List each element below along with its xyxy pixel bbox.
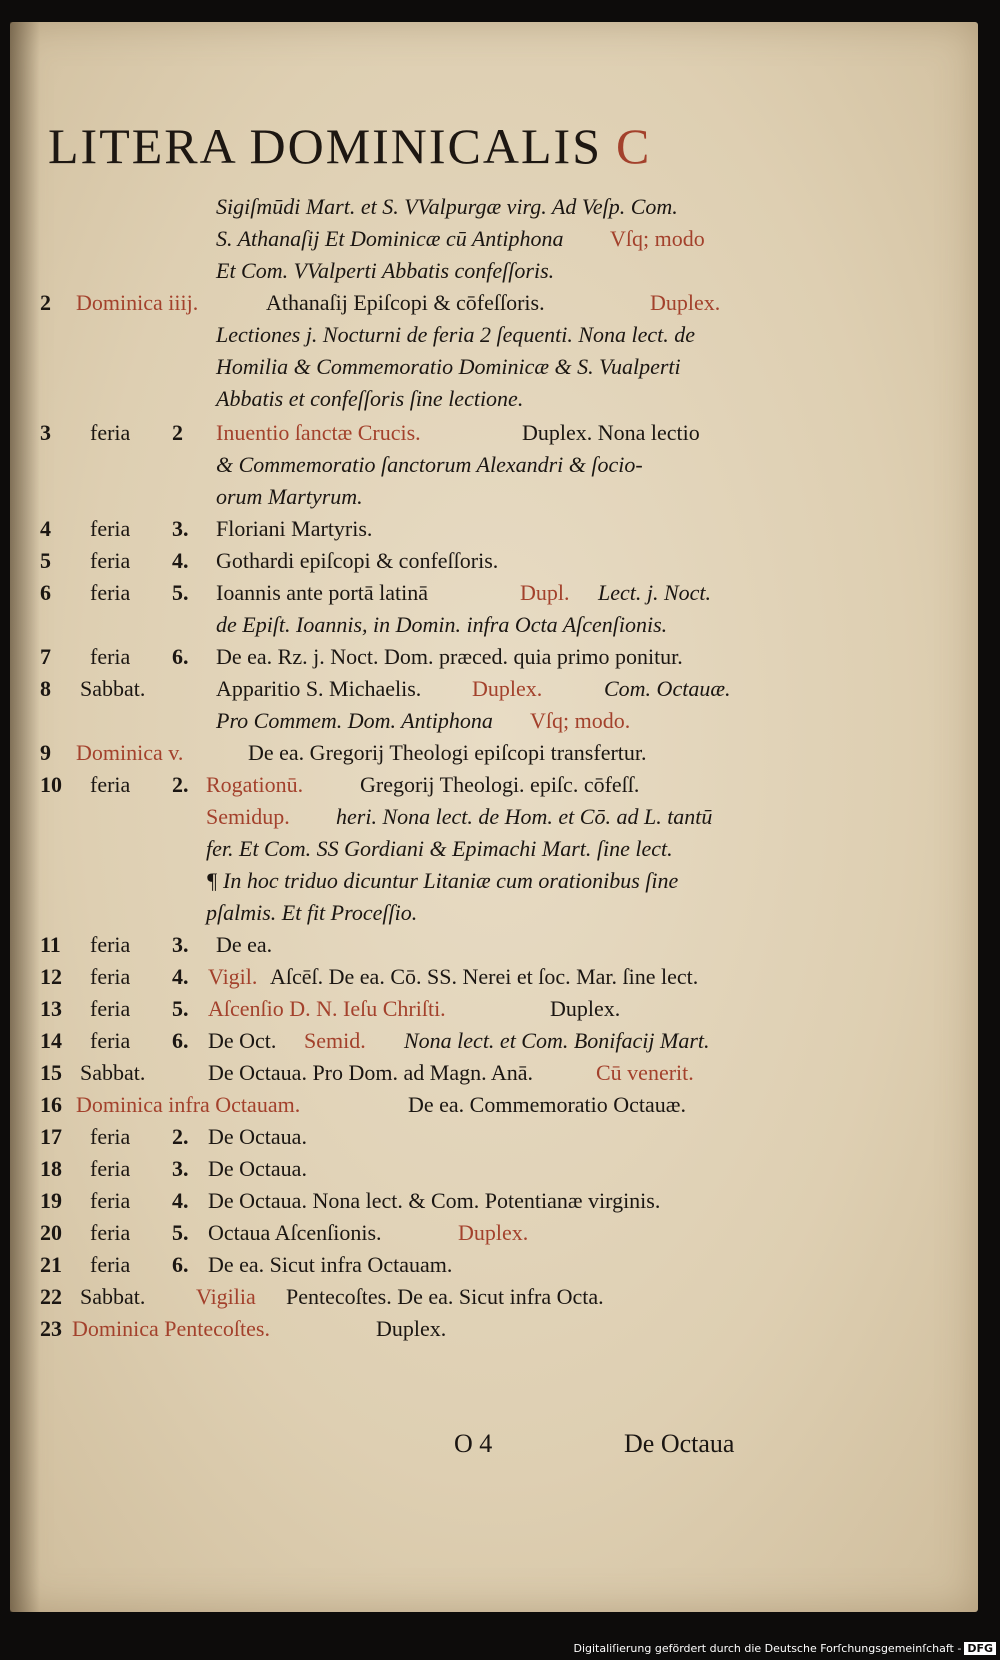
entry-text: Athanaſij Epiſcopi & cōfeſſoris. (266, 290, 545, 315)
day-number: 23 (40, 1316, 62, 1341)
day-number: 6 (40, 580, 51, 605)
continuation-text: Et Com. VValperti Abbatis confeſſoris. (216, 258, 555, 283)
rubric-text: Duplex. (472, 676, 543, 701)
dominical-letter: C (616, 118, 652, 174)
rubric-text: Duplex. (458, 1220, 529, 1245)
continuation-text: heri. Nona lect. de Hom. et Cō. ad L. tantū (336, 804, 713, 829)
day-number: 4 (40, 516, 51, 541)
feria-label: feria (90, 1220, 131, 1245)
rubric-text: Inuentio ſanctæ Crucis. (216, 420, 421, 445)
feria-label: feria (90, 516, 131, 541)
entry-text: Gothardi epiſcopi & confeſſoris. (216, 548, 499, 573)
day-number: 15 (40, 1060, 62, 1085)
entry-text: De ea. Sicut infra Octauam. (208, 1252, 453, 1277)
catchword: De Octaua (624, 1429, 735, 1458)
day-number: 13 (40, 996, 62, 1021)
entry-text: Duplex. (376, 1316, 447, 1341)
rubric-text: Vigil. (208, 964, 258, 989)
feria-number: 6. (172, 1028, 189, 1053)
feria-label: feria (90, 1252, 131, 1277)
rubric-text: Vſq; modo (610, 226, 705, 251)
feria-number: 5. (172, 580, 189, 605)
day-number: 21 (40, 1252, 62, 1277)
feria-label: feria (90, 932, 131, 957)
running-head-title: LITERA DOMINICALIS (48, 118, 603, 174)
continuation-text: de Epiſt. Ioannis, in Domin. infra Octa Aſcenſionis. (216, 612, 668, 637)
day-number: 20 (40, 1220, 62, 1245)
feria-number: 6. (172, 1252, 189, 1277)
running-head (48, 117, 808, 189)
feria-label: feria (90, 580, 131, 605)
rubric-text: Cū venerit. (596, 1060, 694, 1085)
entry-text: Octaua Aſcenſionis. (208, 1220, 382, 1245)
entry-text: De ea. Rz. j. Noct. Dom. præced. quia primo ponitur. (216, 644, 683, 669)
feria-label: Sabbat. (80, 1284, 146, 1309)
entry-text: De Octaua. Pro Dom. ad Magn. Anā. (208, 1060, 534, 1085)
entry-text: De ea. Commemoratio Octauæ. (408, 1092, 686, 1117)
entry-text: De ea. (216, 932, 273, 957)
feria-number: 2. (172, 772, 189, 797)
feria-label: feria (90, 1124, 131, 1149)
day-number: 3 (40, 420, 51, 445)
sunday-label: Dominica v. (76, 740, 184, 765)
feria-number: 5. (172, 996, 189, 1021)
rubric-text: Aſcenſio D. N. Ieſu Chriſti. (208, 996, 446, 1021)
feria-label: feria (90, 1028, 131, 1053)
feria-number: 4. (172, 1188, 189, 1213)
entry-text: De Octaua. Nona lect. & Com. Potentianæ virginis. (208, 1188, 661, 1213)
entry-text: Apparitio S. Michaelis. (216, 676, 422, 701)
sunday-label: Dominica Pentecoſtes. (72, 1316, 270, 1341)
digitization-credit (565, 1638, 1000, 1660)
day-number: 10 (40, 772, 62, 797)
feria-label: feria (90, 996, 131, 1021)
feria-label: Sabbat. (80, 1060, 146, 1085)
day-number: 17 (40, 1124, 62, 1149)
entry-text: Com. Octauæ. (604, 676, 731, 701)
entry-text: Lect. j. Noct. (598, 580, 712, 605)
entry-text: Floriani Martyris. (216, 516, 373, 541)
feria-number: 2. (172, 1124, 189, 1149)
continuation-text: orum Martyrum. (216, 484, 363, 509)
continuation-text: ¶ In hoc triduo dicuntur Litaniæ cum orationibus ſine (206, 868, 679, 893)
entry-text: De Octaua. (208, 1156, 307, 1181)
book-page (10, 22, 978, 1612)
feria-label: feria (90, 1156, 131, 1181)
rubric-text: Vſq; modo. (530, 708, 631, 733)
rubric-text: Semidup. (206, 804, 290, 829)
day-number: 18 (40, 1156, 62, 1181)
entry-text: Duplex. (550, 996, 621, 1021)
feria-label: Sabbat. (80, 676, 146, 701)
day-number: 11 (40, 932, 61, 957)
day-number: 5 (40, 548, 51, 573)
continuation-text: Abbatis et confeſſoris ſine lectione. (216, 386, 524, 411)
day-number: 22 (40, 1284, 62, 1309)
feria-label: feria (90, 772, 131, 797)
feria-number: 4. (172, 964, 189, 989)
page-gutter-shadow (10, 22, 40, 1612)
day-number: 2 (40, 290, 51, 315)
sunday-label: Dominica iiij. (76, 290, 199, 315)
feria-number: 6. (172, 644, 189, 669)
rubric-text: Dupl. (520, 580, 570, 605)
continuation-text: S. Athanaſij Et Dominicæ cū Antiphona (216, 226, 564, 251)
feria-number: 3. (172, 932, 189, 957)
continuation-text: Homilia & Commemoratio Dominicæ & S. Vualperti (216, 354, 681, 379)
feria-label: feria (90, 964, 131, 989)
feria-number: 3. (172, 1156, 189, 1181)
entry-text: Nona lect. et Com. Bonifacij Mart. (404, 1028, 710, 1053)
day-number: 14 (40, 1028, 62, 1053)
signature-mark: O 4 (454, 1429, 493, 1458)
rubric-text: Semid. (304, 1028, 366, 1053)
continuation-text: & Commemoratio ſanctorum Alexandri & ſocio- (216, 452, 643, 477)
rubric-text: Vigilia (196, 1284, 256, 1309)
continuation-text: Lectiones j. Nocturni de feria 2 ſequenti. Nona lect. de (216, 322, 696, 347)
feria-number: 2 (172, 420, 183, 445)
continuation-text: fer. Et Com. SS Gordiani & Epimachi Mart. ſine lect. (206, 836, 673, 861)
entry-text: Gregorij Theologi. epiſc. cōfeſſ. (360, 772, 640, 797)
day-number: 12 (40, 964, 62, 989)
feria-label: feria (90, 548, 131, 573)
dfg-logo: DFG (964, 1642, 996, 1655)
day-number: 19 (40, 1188, 62, 1213)
feria-label: feria (90, 644, 131, 669)
day-number: 8 (40, 676, 51, 701)
day-number: 16 (40, 1092, 62, 1117)
entry-text: Aſcēſ. De ea. Cō. SS. Nerei et ſoc. Mar. ſine lect. (270, 964, 699, 989)
feria-number: 4. (172, 548, 189, 573)
credit-text: Digitaliſierung gefördert durch die Deutsche Forſchungsgemeinſchaft - (573, 1642, 962, 1655)
feria-number: 5. (172, 1220, 189, 1245)
entry-text: Duplex. Nona lectio (522, 420, 700, 445)
rubric-text: Duplex. (650, 290, 721, 315)
entry-text: De ea. Gregorij Theologi epiſcopi transfertur. (248, 740, 647, 765)
feria-number: 3. (172, 516, 189, 541)
feria-label: feria (90, 1188, 131, 1213)
entry-text: De Oct. (208, 1028, 277, 1053)
continuation-text: Pro Commem. Dom. Antiphona (216, 708, 493, 733)
entry-text: Pentecoſtes. De ea. Sicut infra Octa. (286, 1284, 604, 1309)
continuation-text: pſalmis. Et fit Proceſſio. (206, 900, 418, 925)
sunday-label: Dominica infra Octauam. (76, 1092, 301, 1117)
entry-text: Ioannis ante portā latinā (216, 580, 428, 605)
day-number: 9 (40, 740, 51, 765)
feria-label: feria (90, 420, 131, 445)
continuation-text: Sigiſmūdi Mart. et S. VValpurgæ virg. Ad Veſp. Com. (216, 194, 678, 219)
rubric-text: Rogationū. (206, 772, 304, 797)
entry-text: De Octaua. (208, 1124, 307, 1149)
day-number: 7 (40, 644, 51, 669)
